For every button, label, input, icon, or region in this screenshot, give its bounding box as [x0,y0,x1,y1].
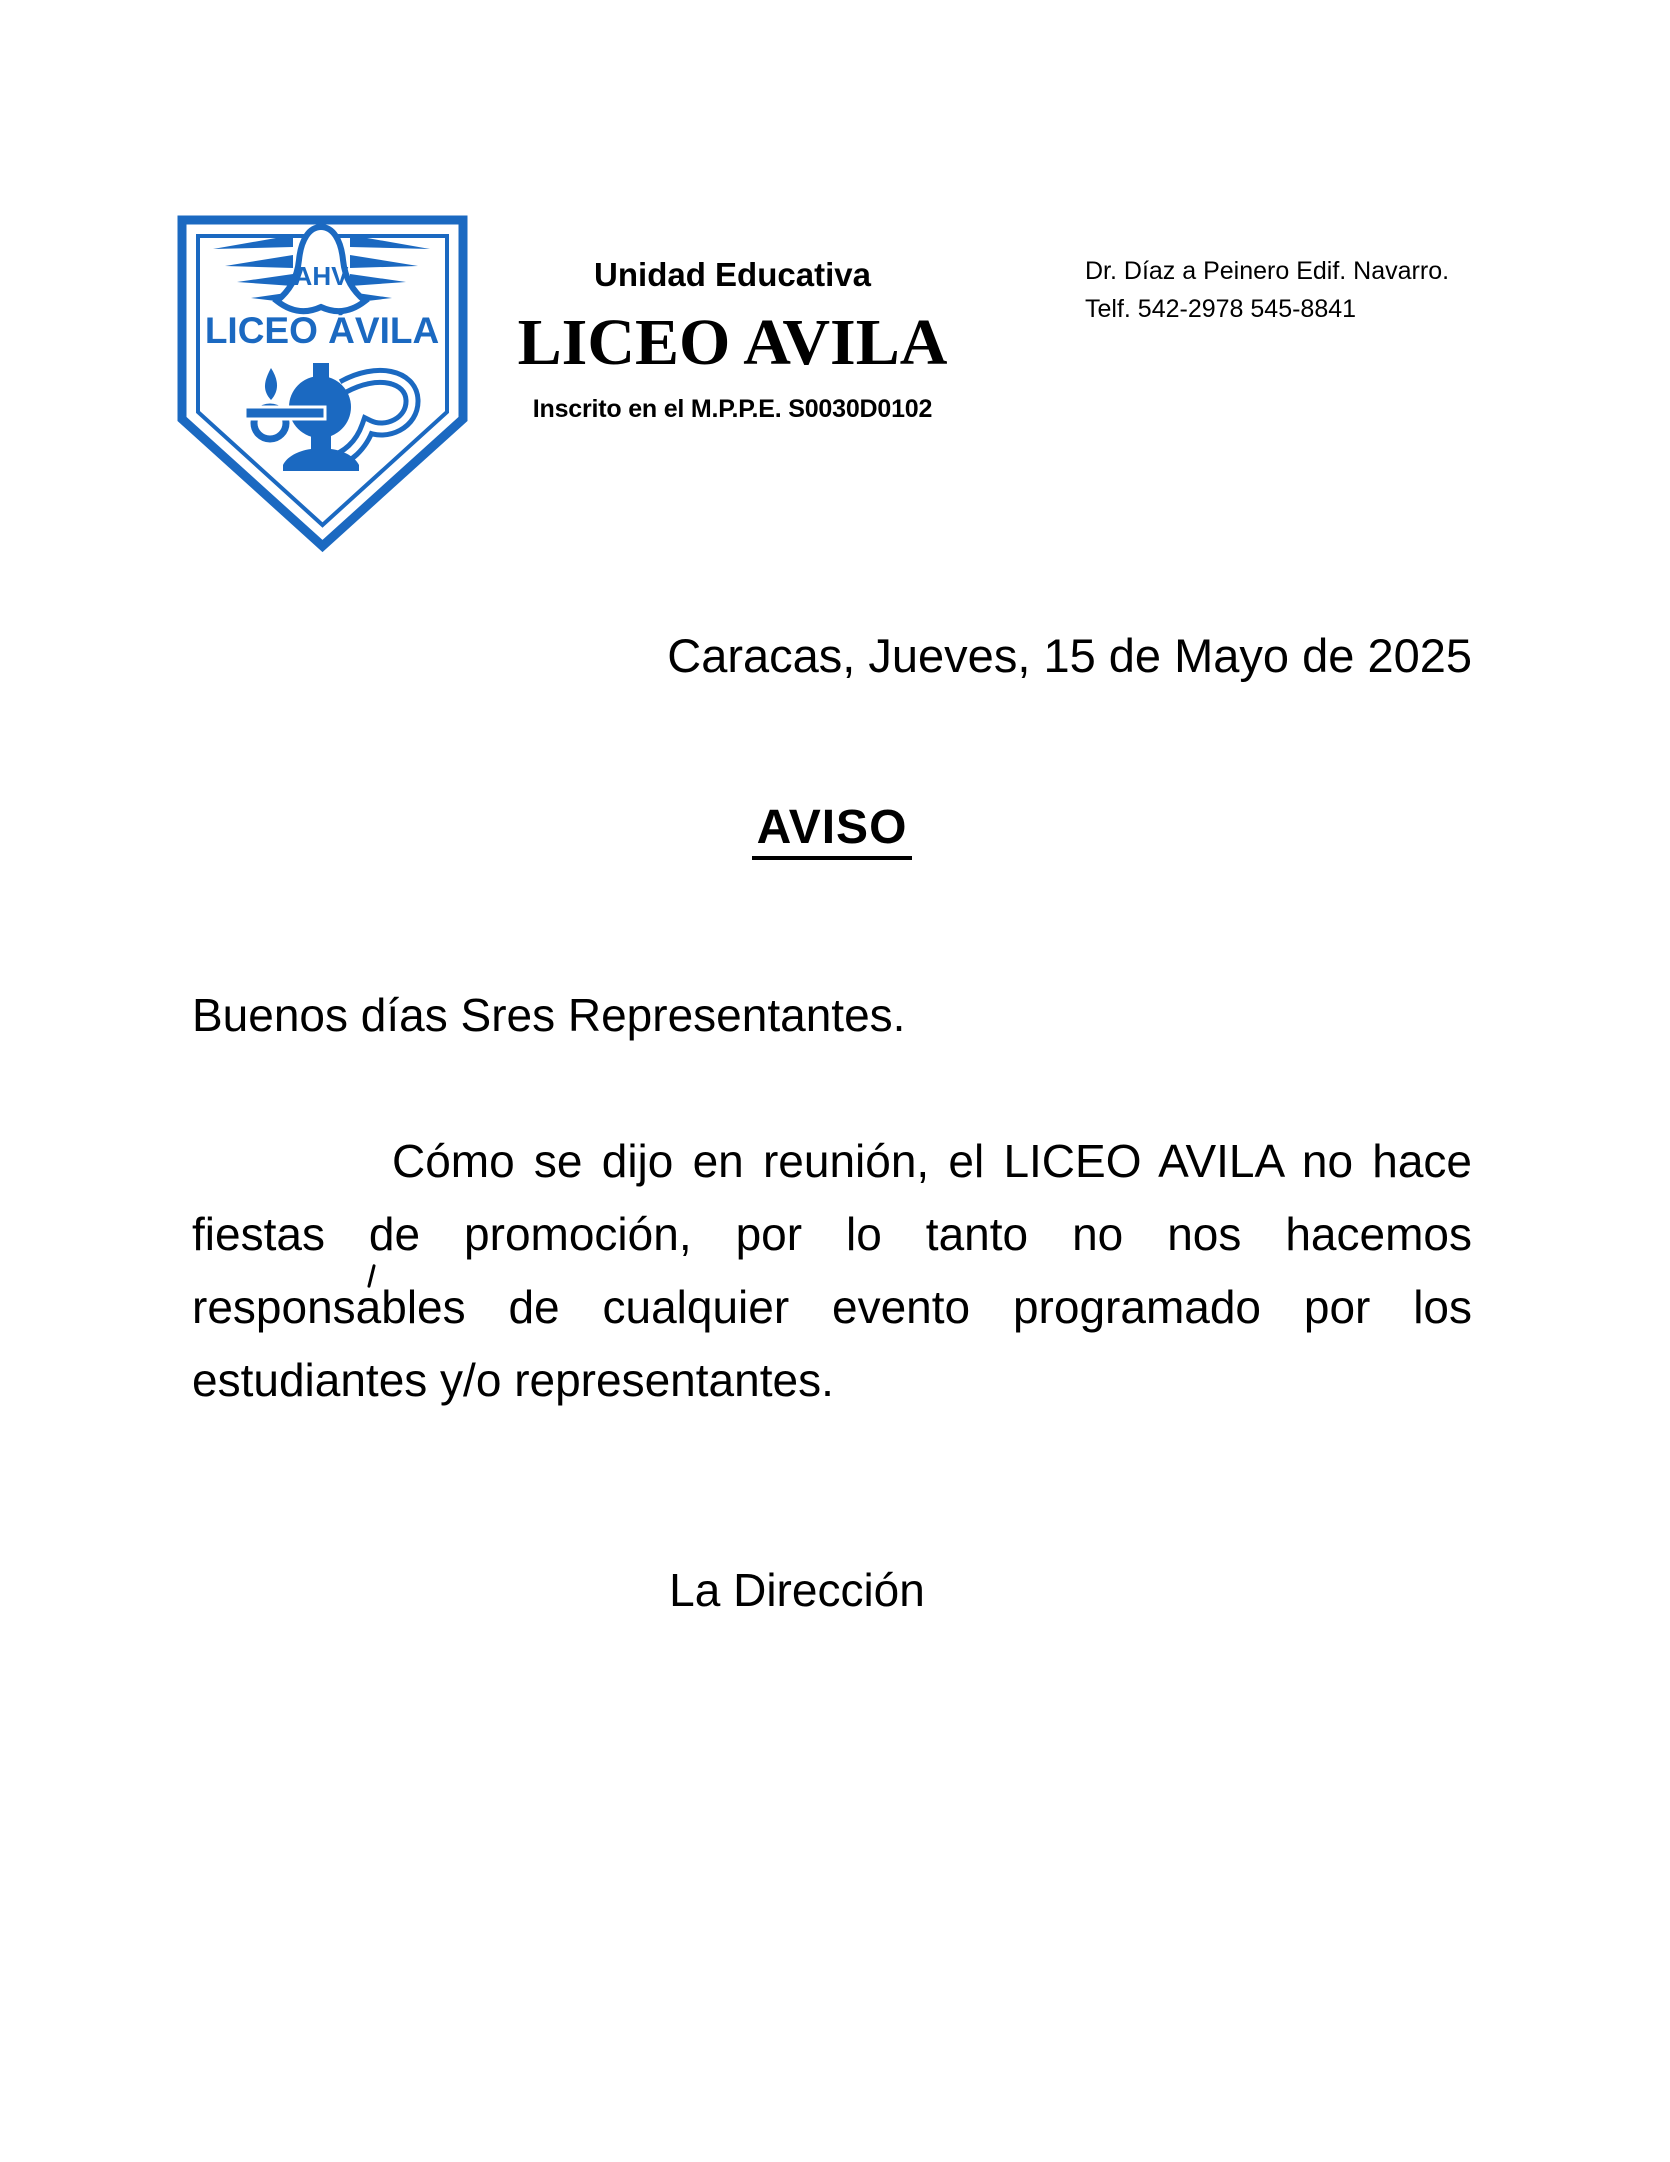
school-name: LICEO AVILA [517,306,948,379]
letterhead [480,256,985,424]
school-crest-logo [175,213,470,553]
flame-icon [265,368,277,400]
greeting: Buenos días Sres Representantes. [192,989,906,1041]
registration-number: Inscrito en el M.P.P.E. S0030D0102 [532,395,933,423]
body-paragraph: Cómo se dijo en reunión, el LICEO AVILA no hace fiestas de promoción, por lo tanto no nos hacemos responsables de cualquier evento programado por los estudiantes y/o representantes. [192,1135,1472,1406]
lamp-of-knowledge-icon [245,363,412,471]
phone-line: Telf. 542-2978 545-8841 [1085,295,1357,323]
logo-acronym: AHV [293,261,349,291]
shield-school-name: LICEO ÁVILA [204,310,440,351]
address-line: Dr. Díaz a Peinero Edif. Navarro. [1085,257,1450,285]
signature: La Dirección [669,1564,925,1616]
dateline: Caracas, Jueves, 15 de Mayo de 2025 [667,629,1472,682]
notice-title-text: AVISO [752,801,913,860]
institution-type: Unidad Educativa [594,256,871,293]
address-block [1085,252,1449,328]
notice-title [192,800,1472,855]
